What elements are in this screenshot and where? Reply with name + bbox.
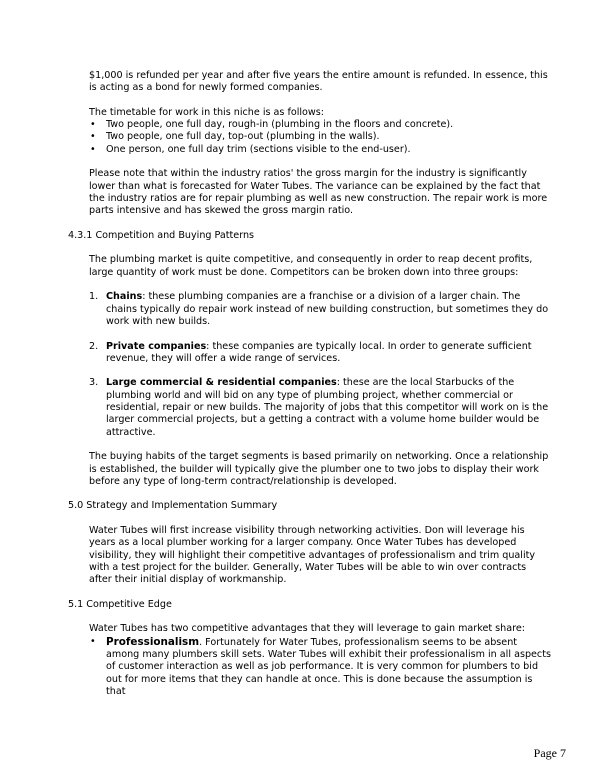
group-title: Chains <box>106 291 143 303</box>
competition-paragraph: The plumbing market is quite competitive, and consequently in order to reap decent profits, large quantity of work must be done. Competitors can be broken down into three groups: <box>89 254 533 278</box>
section-heading-5-1: 5.1 Competitive Edge <box>68 598 172 610</box>
list-item: • Two people, one full day, rough-in (plumbing in the floors and concrete). <box>89 119 551 131</box>
competitive-edge-paragraph: Water Tubes has two competitive advantages that they will leverage to gain market share: <box>89 623 525 635</box>
section-heading-5-0: 5.0 Strategy and Implementation Summary <box>68 500 278 512</box>
timetable-list <box>89 119 551 156</box>
list-number: 3. <box>89 377 99 389</box>
competitor-groups-list <box>89 291 551 439</box>
timetable-intro: The timetable for work in this niche is as follows: <box>89 106 324 118</box>
advantages-list <box>89 636 551 698</box>
list-item: • Two people, one full day, top-out (plumbing in the walls). <box>89 131 551 143</box>
list-number: 2. <box>89 340 99 352</box>
advantage-text: . Fortunately for Water Tubes, professionalism seems to be absent among many plumbers skill sets. Water Tubes will exhibit their professionalism in all aspects of customer interaction as well as job performance. It is very common for plumbers to bid out for more items that they can handle at once. This is done because the assumption is that <box>106 636 551 697</box>
list-item: • One person, one full day trim (sections visible to the end-user). <box>89 144 551 156</box>
list-item <box>89 291 551 328</box>
gross-margin-paragraph: Please note that within the industry ratios' the gross margin for the industry is significantly lower than what is forecasted for Water Tubes. The variance can be explained by the fact that the industry ratios are for repair plumbing as well as new construction. The repair work is more parts intensive and has skewed the gross margin ratio. <box>89 168 548 217</box>
list-number: 1. <box>89 291 99 303</box>
intro-paragraph: $1,000 is refunded per year and after five years the entire amount is refunded. In essence, this is acting as a bond for newly formed companies. <box>89 70 548 94</box>
page-body <box>68 70 551 698</box>
group-text: : these plumbing companies are a franchise or a division of a larger chain. The chains typically do repair work instead of new building construction, but sometimes they do work with new builds. <box>106 291 549 327</box>
buying-habits-paragraph: The buying habits of the target segments is based primarily on networking. Once a relationship is established, the builder will typically give the plumber one to two jobs to display their work before any type of long-term contract/relationship is developed. <box>89 451 549 487</box>
section-heading-4-3-1: 4.3.1 Competition and Buying Patterns <box>68 229 255 241</box>
advantage-title: Professionalism <box>106 635 200 648</box>
list-item <box>89 341 551 366</box>
group-title: Private companies <box>106 340 207 352</box>
strategy-paragraph: Water Tubes will first increase visibility through networking activities. Don will leverage his years as a local plumber working for a larger company. Once Water Tubes has developed visibility, they will highlight their competitive advantages of professionalism and trim quality with a test project for the builder. Generally, Water Tubes will be able to win over contracts after their initial display of workmanship. <box>89 524 536 586</box>
group-text: : these companies are typically local. In order to generate sufficient revenue, they will offer a wide range of services. <box>106 340 532 364</box>
list-item <box>89 636 551 698</box>
group-title: Large commercial & residential companies <box>106 377 337 389</box>
group-text: : these are the local Starbucks of the plumbing world and will bid on any type of plumbing project, whether commercial or residential, repair or new builds. The majority of jobs that this competitor will work on is the larger commercial projects, but a getting a contract with a volume home builder would be attractive. <box>106 377 549 438</box>
list-item <box>89 377 551 438</box>
page-number: Page 7 <box>533 746 566 760</box>
